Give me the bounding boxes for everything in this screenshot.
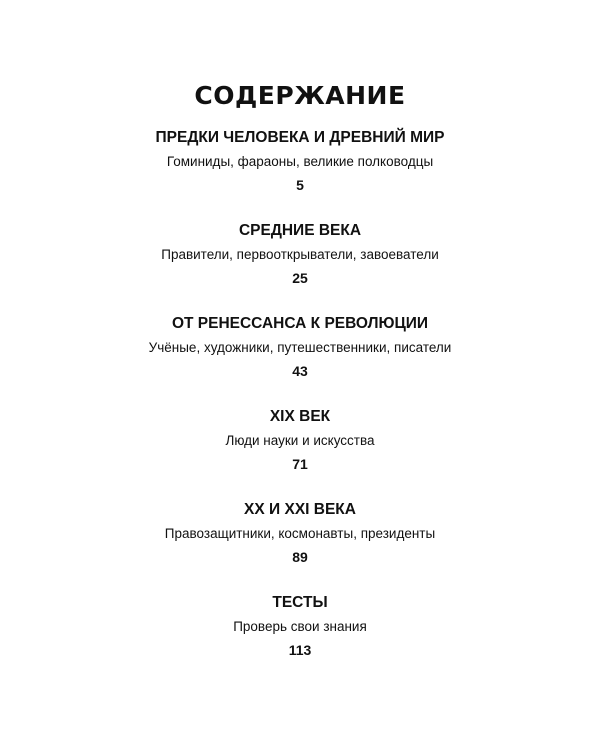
toc-entry-middle-ages[interactable]: [0, 221, 600, 314]
toc-entry-ancient-world[interactable]: [0, 128, 600, 221]
toc-entry-subtitle: Гоминиды, фараоны, великие полководцы: [166, 154, 434, 169]
table-of-contents: [0, 128, 600, 686]
toc-entry-20th-21st-century[interactable]: [0, 500, 600, 593]
toc-entry-page-number: 113: [288, 642, 312, 658]
toc-entry-subtitle: Правители, первооткрыватели, завоеватели: [161, 247, 439, 262]
toc-entry-title: ОТ РЕНЕССАНСА К РЕВОЛЮЦИИ: [171, 315, 429, 332]
toc-entry-title: ТЕСТЫ: [272, 594, 328, 611]
toc-entry-19th-century[interactable]: [0, 407, 600, 500]
toc-entry-subtitle: Проверь свои знания: [233, 619, 367, 634]
toc-entry-title: СРЕДНИЕ ВЕКА: [238, 222, 362, 239]
toc-entry-tests[interactable]: [0, 593, 600, 686]
toc-entry-subtitle: Люди науки и искусства: [225, 433, 375, 448]
toc-entry-title: XIX ВЕК: [269, 408, 331, 425]
toc-entry-page-number: 43: [292, 363, 308, 379]
toc-entry-page-number: 25: [292, 270, 308, 286]
toc-entry-title: ПРЕДКИ ЧЕЛОВЕКА И ДРЕВНИЙ МИР: [155, 129, 445, 146]
toc-entry-page-number: 89: [292, 549, 308, 565]
page-title: СОДЕРЖАНИЕ: [194, 80, 406, 110]
toc-entry-subtitle: Правозащитники, космонавты, президенты: [164, 526, 436, 541]
toc-entry-subtitle: Учёные, художники, путешественники, писатели: [148, 340, 452, 355]
toc-entry-page-number: 71: [292, 456, 308, 472]
toc-entry-title: XX И XXI ВЕКА: [244, 501, 356, 518]
toc-entry-renaissance[interactable]: [0, 314, 600, 407]
toc-entry-page-number: 5: [296, 177, 304, 193]
